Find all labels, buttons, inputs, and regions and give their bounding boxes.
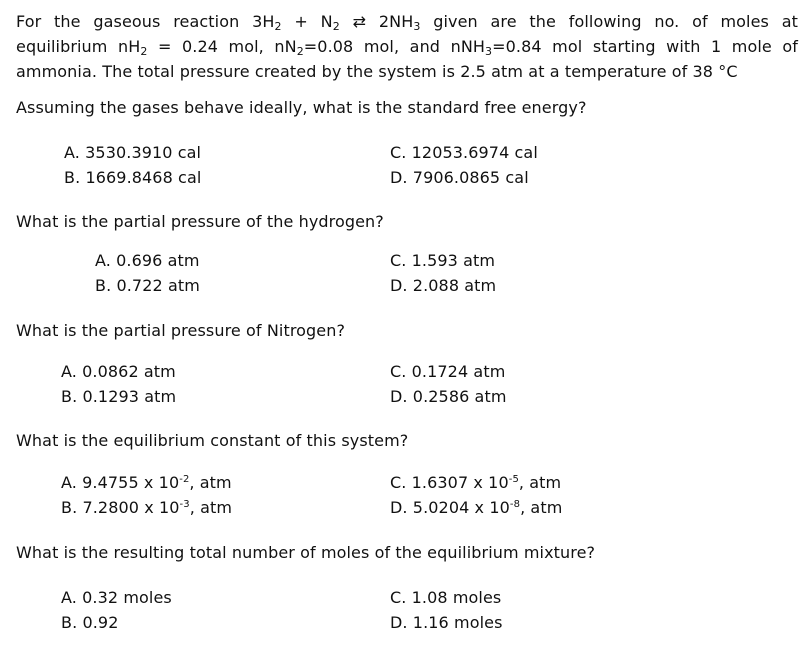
q1-option-d: D. 7906.0865 cal bbox=[390, 168, 529, 187]
question-2-prompt: What is the partial pressure of the hydrogen? bbox=[16, 212, 384, 231]
q1-option-b: B. 1669.8468 cal bbox=[64, 168, 202, 187]
question-1-prompt: Assuming the gases behave ideally, what is the standard free energy? bbox=[16, 98, 587, 117]
q2-option-b: B. 0.722 atm bbox=[95, 276, 200, 295]
problem-line-1: For the gaseous reaction $3H_2 + N_2$ ⇄ $2NH_3$ given are the following no. of moles at bbox=[16, 12, 799, 33]
q3-option-d: D. 0.2586 atm bbox=[390, 387, 507, 406]
q5-option-b: B. 0.92 bbox=[61, 613, 119, 632]
q2-option-d: D. 2.088 atm bbox=[390, 276, 497, 295]
q5-option-c: C. 1.08 moles bbox=[390, 588, 502, 607]
q4-option-a: A. 9.4755 x $10^{-2}$, atm bbox=[61, 473, 232, 492]
q5-option-d: D. 1.16 moles bbox=[390, 613, 503, 632]
question-4-prompt: What is the equilibrium constant of this system? bbox=[16, 431, 409, 450]
q3-option-c: C. 0.1724 atm bbox=[390, 362, 506, 381]
q4-option-c: C. 1.6307 x $10^{-5}$, atm bbox=[390, 473, 562, 492]
question-5-prompt: What is the resulting total number of moles of the equilibrium mixture? bbox=[16, 543, 596, 562]
equilibrium-arrow-icon: ⇄ bbox=[352, 12, 367, 31]
problem-statement bbox=[16, 9, 798, 84]
q2-option-c: C. 1.593 atm bbox=[390, 251, 496, 270]
q4-option-b: B. 7.2800 x $10^{-3}$, atm bbox=[61, 498, 233, 517]
q4-option-d: D. 5.0204 x $10^{-8}$, atm bbox=[390, 498, 563, 517]
problem-line-3: ammonia. The total pressure created by the system is 2.5 atm at a temperature of 38 °C bbox=[16, 62, 738, 81]
q3-option-a: A. 0.0862 atm bbox=[61, 362, 176, 381]
q1-option-a: A. 3530.3910 cal bbox=[64, 143, 202, 162]
q2-option-a: A. 0.696 atm bbox=[95, 251, 200, 270]
question-3-prompt: What is the partial pressure of Nitrogen? bbox=[16, 321, 346, 340]
q5-option-a: A. 0.32 moles bbox=[61, 588, 172, 607]
q3-option-b: B. 0.1293 atm bbox=[61, 387, 177, 406]
q1-option-c: C. 12053.6974 cal bbox=[390, 143, 538, 162]
problem-line-2: equilibrium $nH_2 = 0.24$ mol, $nN_2=0.08$ mol, and nNH$_3$=0.84 mol starting with 1 mole of bbox=[16, 37, 798, 58]
